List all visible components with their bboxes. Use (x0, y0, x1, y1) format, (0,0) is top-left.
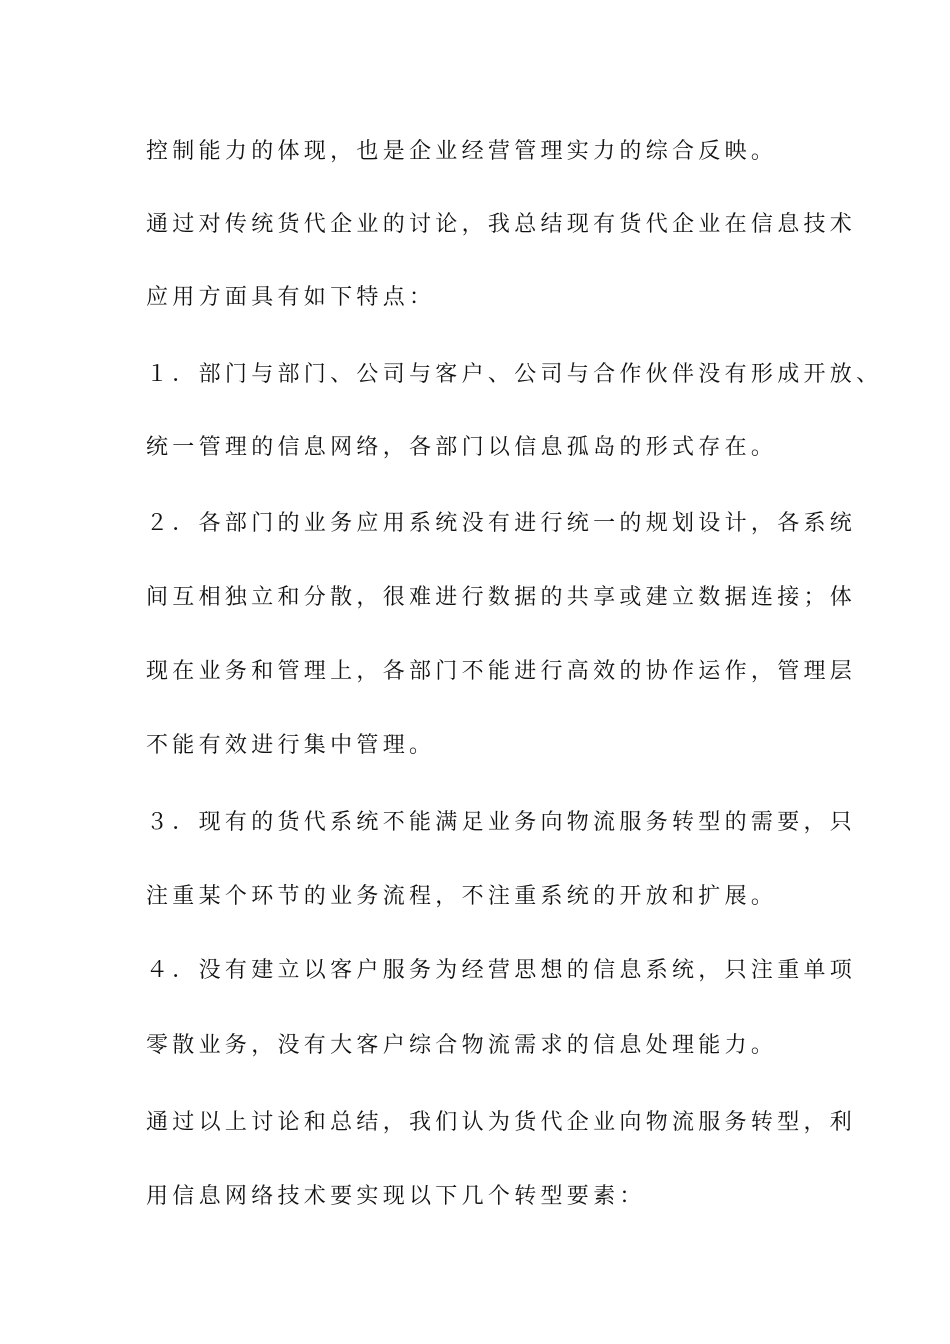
text-line: 控制能力的体现，也是企业经营管理实力的综合反映。 (146, 139, 778, 164)
list-item-3-line: ３．现有的货代系统不能满足业务向物流服务转型的需要，只 (146, 810, 857, 835)
text-line: 不能有效进行集中管理。 (146, 733, 436, 758)
text-line: 间互相独立和分散，很难进行数据的共享或建立数据连接；体 (146, 585, 857, 610)
list-item-4-line: ４．没有建立以客户服务为经营思想的信息系统，只注重单项 (146, 958, 857, 983)
text-line: 通过对传统货代企业的讨论，我总结现有货代企业在信息技术 (146, 212, 857, 237)
text-line: 应用方面具有如下特点： (146, 285, 436, 310)
text-line: 用信息网络技术要实现以下几个转型要素： (146, 1184, 646, 1209)
text-line: 现在业务和管理上，各部门不能进行高效的协作运作，管理层 (146, 659, 857, 684)
text-line: 零散业务，没有大客户综合物流需求的信息处理能力。 (146, 1033, 778, 1058)
text-line: 注重某个环节的业务流程，不注重系统的开放和扩展。 (146, 884, 778, 909)
list-item-1-line: １．部门与部门、公司与客户、公司与合作伙伴没有形成开放、 (146, 362, 883, 387)
text-line: 通过以上讨论和总结，我们认为货代企业向物流服务转型，利 (146, 1110, 857, 1135)
list-item-2-line: ２．各部门的业务应用系统没有进行统一的规划设计，各系统 (146, 511, 857, 536)
text-line: 统一管理的信息网络，各部门以信息孤岛的形式存在。 (146, 435, 778, 460)
